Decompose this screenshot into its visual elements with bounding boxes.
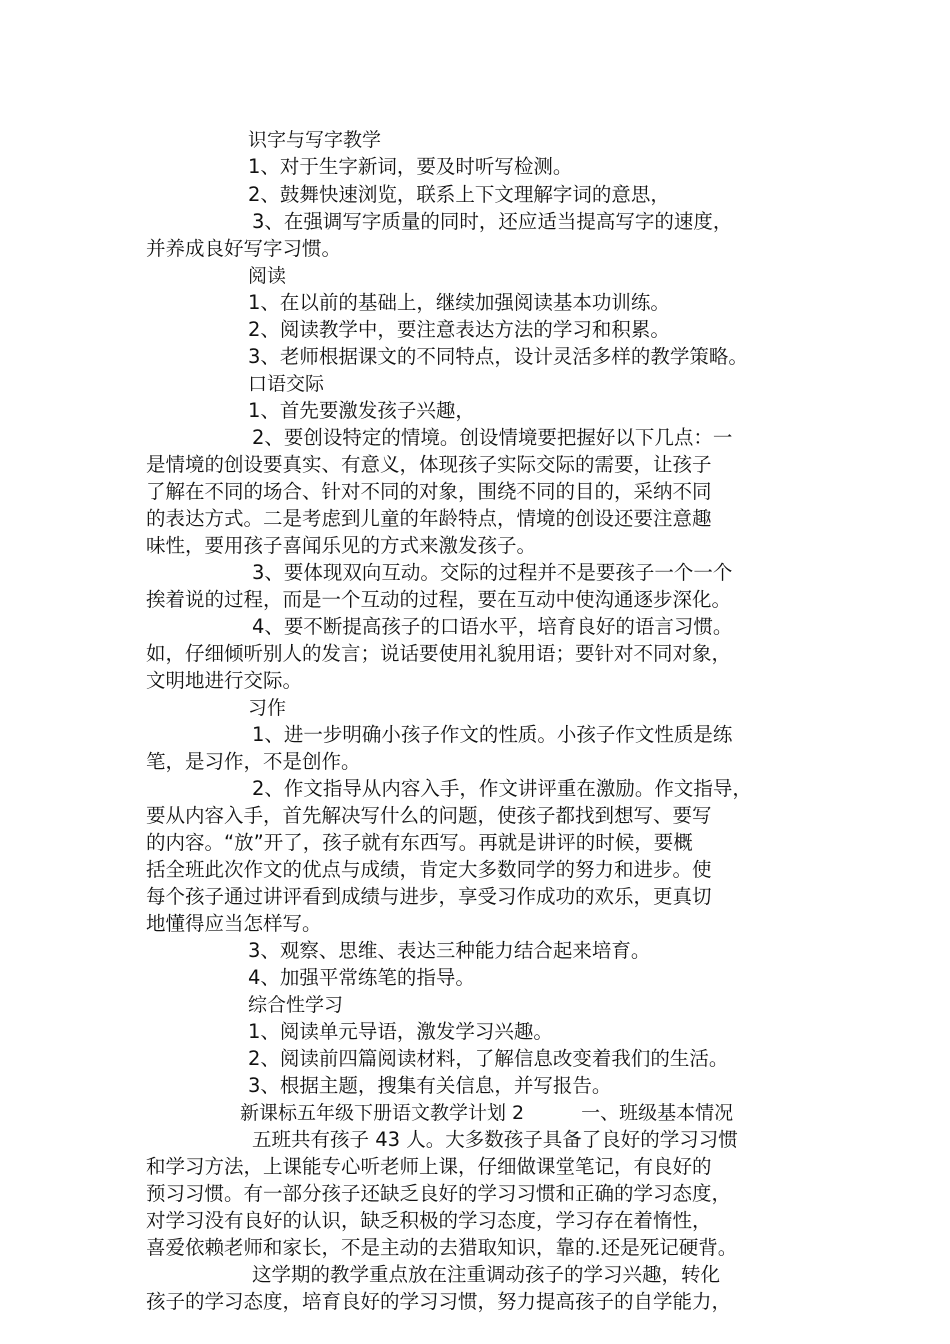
paragraph-line: 1、进一步明确小孩子作文的性质。小孩子作文性质是练: [252, 723, 733, 746]
paragraph-line: 3、在强调写字质量的同时，还应适当提高写字的速度，: [252, 210, 733, 233]
section-heading-integrated: 综合性学习: [248, 994, 344, 1016]
paragraph-line: 味性，要用孩子喜闻乐见的方式来激发孩子。: [146, 534, 537, 557]
paragraph-line: 这学期的教学重点放在注重调动孩子的学习兴趣，转化: [252, 1263, 721, 1286]
section-heading-writing: 习作: [248, 697, 287, 719]
paragraph-line: 并养成良好写字习惯。: [146, 237, 342, 260]
paragraph-line: 2、要创设特定的情境。创设情境要把握好以下几点：一: [252, 426, 733, 449]
paragraph-line: 如，仔细倾听别人的发言；说话要使用礼貌用语；要针对不同对象，: [146, 642, 732, 665]
paragraph-line: 4、要不断提高孩子的口语水平，培育良好的语言习惯。: [252, 615, 733, 638]
section-heading-reading: 阅读: [248, 265, 287, 287]
paragraph-line: 1、阅读单元导语，激发学习兴趣。: [248, 1020, 553, 1043]
section-heading-literacy: 识字与写字教学: [248, 129, 382, 151]
paragraph-line: 预习习惯。有一部分孩子还缺乏良好的学习习惯和正确的学习态度，: [146, 1182, 732, 1205]
paragraph-line: 2、阅读前四篇阅读材料，了解信息改变着我们的生活。: [248, 1047, 729, 1070]
section-heading-oral: 口语交际: [248, 373, 325, 395]
paragraph-line: 五班共有孩子 43 人。大多数孩子具备了良好的学习习惯: [252, 1128, 738, 1151]
paragraph-line: 3、老师根据课文的不同特点，设计灵活多样的教学策略。: [248, 345, 748, 368]
paragraph-line: 2、作文指导从内容入手，作文讲评重在激励。作文指导，: [252, 777, 752, 800]
paragraph-line: 孩子的学习态度，培育良好的学习习惯，努力提高孩子的自学能力，: [146, 1290, 732, 1313]
paragraph-line: 是情境的创设要真实、有意义，体现孩子实际交际的需要，让孩子: [146, 453, 712, 476]
paragraph-line: 2、阅读教学中，要注意表达方法的学习和积累。: [248, 318, 670, 341]
paragraph-line: 地懂得应当怎样写。: [146, 912, 322, 935]
paragraph-line: 要从内容入手，首先解决写什么的问题，使孩子都找到想写、要写: [146, 804, 712, 827]
paragraph-line: 的表达方式。二是考虑到儿童的年龄特点，情境的创设还要注意趣: [146, 507, 712, 530]
paragraph-line: 2、鼓舞快速浏览，联系上下文理解字词的意思，: [248, 183, 670, 206]
plan-title-line: 新课标五年级下册语文教学计划 2 一、班级基本情况: [240, 1102, 734, 1124]
paragraph-line: 对学习没有良好的认识，缺乏积极的学习态度，学习存在着惰性，: [146, 1209, 712, 1232]
paragraph-line: 4、加强平常练笔的指导。: [248, 966, 475, 989]
paragraph-line: 3、要体现双向互动。交际的过程并不是要孩子一个一个: [252, 561, 733, 584]
paragraph-line: 挨着说的过程，而是一个互动的过程，要在互动中使沟通逐步深化。: [146, 588, 732, 611]
paragraph-line: 括全班此次作文的优点与成绩，肯定大多数同学的努力和进步。使: [146, 858, 712, 881]
paragraph-line: 了解在不同的场合、针对不同的对象，围绕不同的目的，采纳不同: [146, 480, 712, 503]
paragraph-line: 1、对于生字新词，要及时听写检测。: [248, 155, 573, 178]
paragraph-line: 1、在以前的基础上，继续加强阅读基本功训练。: [248, 291, 670, 314]
paragraph-line: 笔，是习作，不是创作。: [146, 750, 361, 773]
paragraph-line: 喜爱依赖老师和家长，不是主动的去猎取知识，靠的.还是死记硬背。: [146, 1236, 738, 1259]
paragraph-line: 的内容。“放”开了，孩子就有东西写。再就是讲评的时候，要概: [146, 831, 693, 854]
paragraph-line: 1、首先要激发孩子兴趣，: [248, 399, 475, 422]
paragraph-line: 3、观察、思维、表达三种能力结合起来培育。: [248, 939, 651, 962]
paragraph-line: 3、根据主题，搜集有关信息，并写报告。: [248, 1074, 612, 1097]
paragraph-line: 文明地进行交际。: [146, 669, 303, 692]
paragraph-line: 和学习方法，上课能专心听老师上课，仔细做课堂笔记，有良好的: [146, 1155, 712, 1178]
paragraph-line: 每个孩子通过讲评看到成绩与进步，享受习作成功的欢乐，更真切: [146, 885, 712, 908]
